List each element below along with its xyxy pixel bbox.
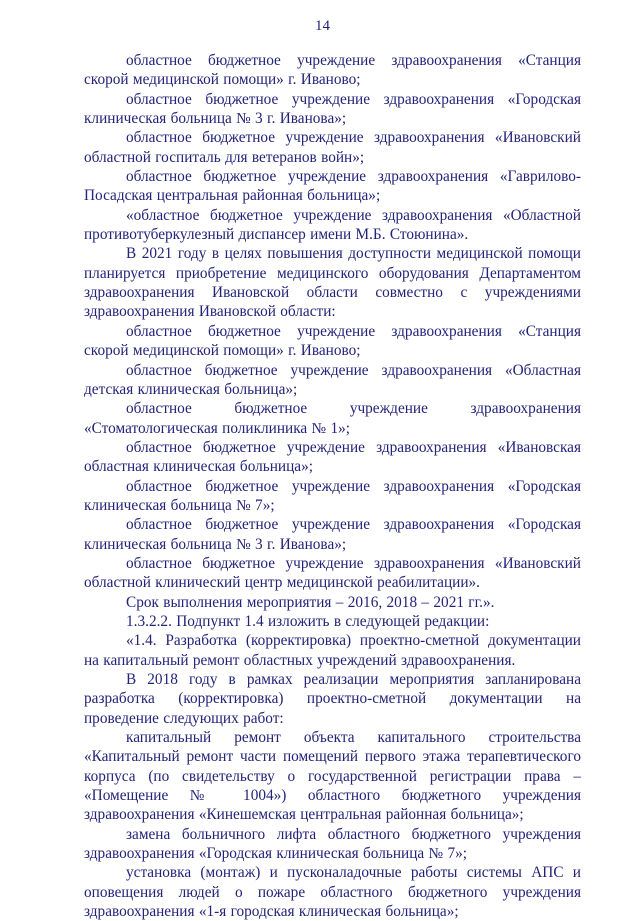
paragraph: замена больничного лифта областного бюджетного учреждения здравоохранения «Городская клиническая больница № 7»; — [84, 825, 581, 863]
document-body — [84, 51, 581, 921]
paragraph: областное бюджетное учреждение здравоохранения «Городская клиническая больница № 3 г. Иванова»; — [84, 90, 581, 128]
paragraph: областное бюджетное учреждение здравоохранения «Городская клиническая больница № 7»; — [84, 477, 581, 514]
paragraph: областное бюджетное учреждение здравоохранения «Стоматологическая поликлиника № 1»; — [84, 400, 581, 437]
paragraph: областное бюджетное учреждение здравоохранения «Станция скорой медицинской помощи» г. Иваново; — [84, 322, 581, 360]
paragraph: В 2018 году в рамках реализации мероприятия запланирована разработка (корректировка) проектно-сметной документации на проведение следующих работ: — [84, 671, 581, 727]
paragraph: областное бюджетное учреждение здравоохранения «Ивановский областной госпиталь для ветеранов войн»; — [84, 129, 581, 166]
paragraph: 1.3.2.2. Подпункт 1.4 изложить в следующей редакции: — [126, 612, 490, 630]
paragraph: установка (монтаж) и пусконаладочные работы системы АПС и оповещения людей о пожаре областного бюджетного учреждения здравоохранения «1-я городская клиническая больница»; — [84, 864, 581, 921]
paragraph: В 2021 году в целях повышения доступности медицинской помощи планируется приобретение медицинского оборудования Департаментом здравоохранения Ивановской области совместно с учреждениями здравоохранения Ивановской области: — [84, 245, 581, 321]
paragraph: областное бюджетное учреждение здравоохранения «Ивановский областной клинический центр медицинской реабилитации». — [84, 554, 581, 592]
paragraph: «1.4. Разработка (корректировка) проектно-сметной документации на капитальный ремонт областных учреждений здравоохранения. — [84, 632, 581, 669]
paragraph: областное бюджетное учреждение здравоохранения «Гаврилово-Посадская центральная районная больница»; — [84, 168, 581, 205]
paragraph: капитальный ремонт объекта капитального строительства «Капитальный ремонт части помещений первого этажа терапевтического корпуса (по свидетельству о государственной регистрации права – «Помещение № 1004») областного бюджетного учреждения здравоохранения «Кинешемская центральная районная больница»; — [84, 729, 581, 824]
paragraph: «областное бюджетное учреждение здравоохранения «Областной противотуберкулезный диспансер имени М.Б. Стоюнина». — [84, 206, 581, 244]
paragraph: Срок выполнения мероприятия – 2016, 2018 – 2021 гг.». — [126, 593, 495, 611]
paragraph: областное бюджетное учреждение здравоохранения «Ивановская областная клиническая больница»; — [84, 438, 581, 476]
paragraph: областное бюджетное учреждение здравоохранения «Областная детская клиническая больница»; — [84, 361, 581, 398]
page-number: 14 — [315, 18, 330, 34]
paragraph: областное бюджетное учреждение здравоохранения «Городская клиническая больница № 3 г. Иванова»; — [84, 516, 581, 553]
paragraph: областное бюджетное учреждение здравоохранения «Станция скорой медицинской помощи» г. Иваново; — [84, 52, 581, 89]
